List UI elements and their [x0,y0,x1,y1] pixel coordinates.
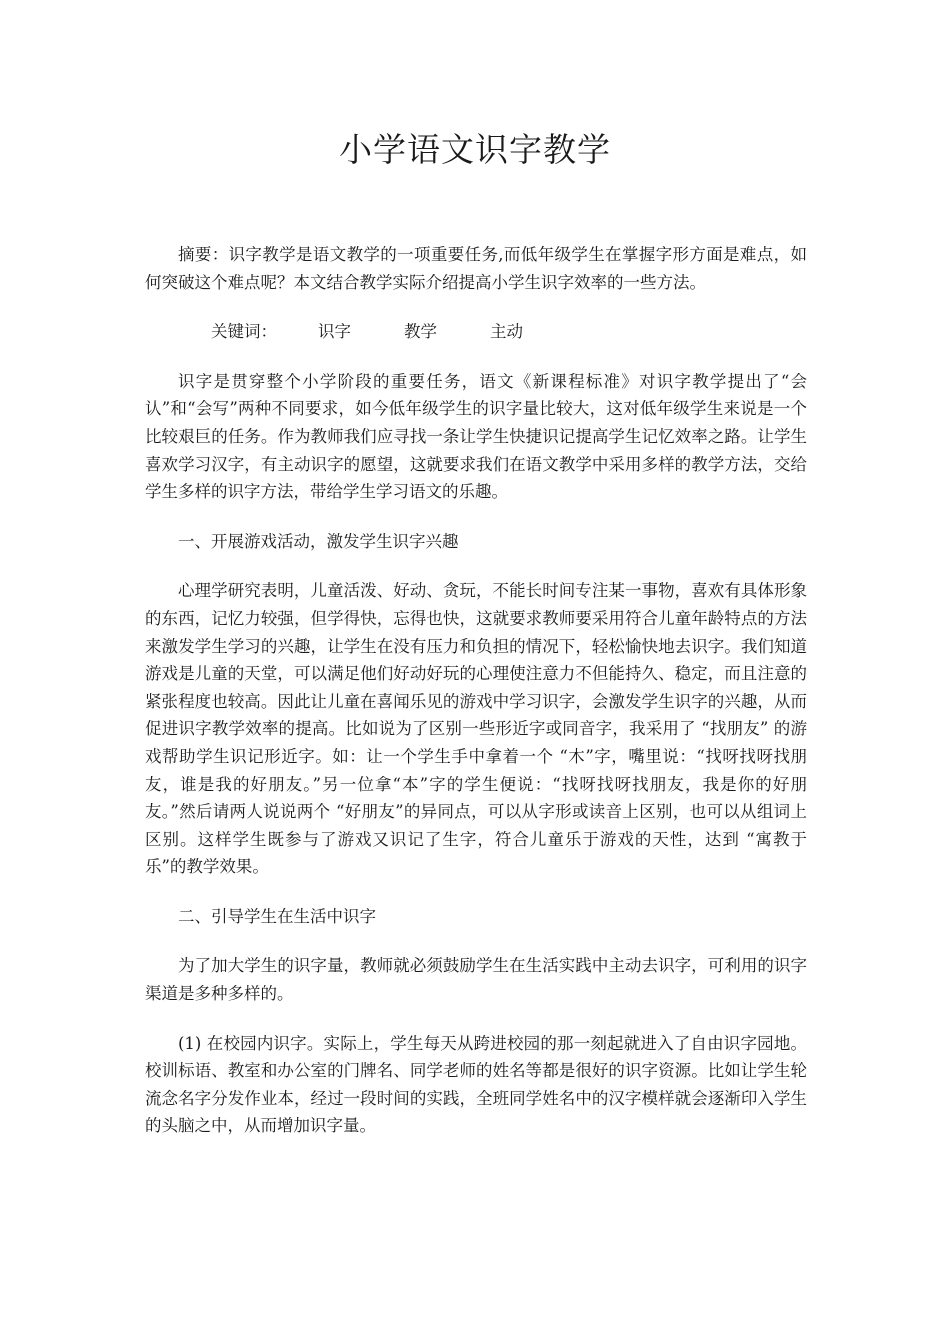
intro-paragraph: 识字是贯穿整个小学阶段的重要任务，语文《新课程标准》对识字教学提出了“会认”和“会写”两种不同要求，如今低年级学生的识字量比较大，这对低年级学生来说是一个比较艰巨的任务。作为教师我们应寻找一条让学生快捷识记提高学生记忆效率之路。让学生喜欢学习汉字，有主动识字的愿望，这就要求我们在语文教学中采用多样的教学方法，交给学生多样的识字方法，带给学生学习语文的乐趣。 [145,371,807,502]
keyword-item: 识字 [318,322,351,342]
document-title: 小学语文识字教学 [339,130,611,169]
keywords-label: 关键词： [211,322,277,342]
section-2-item-1-paragraph: (1) 在校园内识字。实际上，学生每天从跨进校园的那一刻起就进入了自由识字园地。校训标语、教室和办公室的门牌名、同学老师的姓名等都是很好的识字资源。比如让学生轮流念名字分发作业本，经过一段时间的实践，全班同学姓名中的汉字模样就会逐渐印入学生的头脑之中，从而增加识字量。 [145,1033,807,1136]
section-heading-1: 一、开展游戏活动，激发学生识字兴趣 [178,531,459,551]
section-1-paragraph: 心理学研究表明，儿童活泼、好动、贪玩，不能长时间专注某一事物，喜欢有具体形象的东西，记忆力较强，但学得快，忘得也快，这就要求教师要采用符合儿童年龄特点的方法来激发学生学习的兴趣，让学生在没有压力和负担的情况下，轻松愉快地去识字。我们知道游戏是儿童的天堂，可以满足他们好动好玩的心理使注意力不但能持久、稳定，而且注意的紧张程度也较高。因此让儿童在喜闻乐见的游戏中学习识字，会激发学生识字的兴趣，从而促进识字教学效率的提高。比如说为了区别一些形近字或同音字，我采用了 “找朋友” 的游戏帮助学生识记形近字。如：让一个学生手中拿着一个 “木”字，嘴里说：“找呀找呀找朋友，谁是我的好朋友。”另一位拿“本”字的学生便说：“找呀找呀找朋友，我是你的好朋友。”然后请两人说说两个 “好朋友”的异同点，可以从字形或读音上区别，也可以从组词上区别。这样学生既参与了游戏又识记了生字，符合儿童乐于游戏的天性，达到 “寓教于乐”的教学效果。 [145,581,807,877]
section-heading-2: 二、引导学生在生活中识字 [178,906,376,926]
keyword-item: 教学 [404,322,437,342]
keywords-line [145,318,807,346]
keyword-item: 主动 [490,322,523,342]
document-body [145,241,807,1162]
abstract-paragraph: 摘要：识字教学是语文教学的一项重要任务,而低年级学生在掌握字形方面是难点，如何突破这个难点呢？本文结合教学实际介绍提高小学生识字效率的一些方法。 [145,245,807,292]
section-2-paragraph: 为了加大学生的识字量，教师就必须鼓励学生在生活实践中主动去识字，可利用的识字渠道是多种多样的。 [145,956,807,1004]
